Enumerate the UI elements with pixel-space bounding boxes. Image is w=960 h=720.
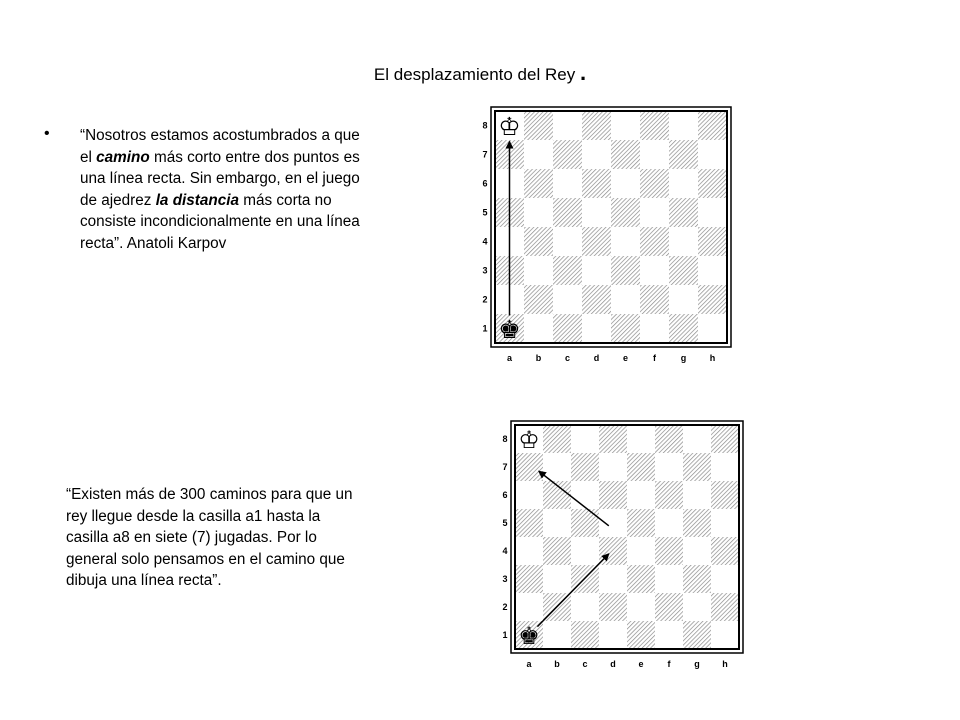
h3-square (711, 565, 739, 593)
slide-title-dot: . (579, 60, 587, 85)
b7-square (524, 140, 553, 169)
c8-square (571, 425, 599, 453)
rank-label-6: 6 (482, 178, 488, 189)
f7-square (640, 140, 669, 169)
e2-square (611, 285, 640, 314)
f3-square (640, 256, 669, 285)
chessboard-diagonal-path (495, 417, 759, 677)
chessboard-straight-path (475, 103, 745, 369)
file-label-e: e (638, 659, 644, 669)
g8-square (669, 111, 698, 140)
d2-square (582, 285, 611, 314)
e6-square (611, 169, 640, 198)
slide-title (0, 60, 960, 86)
d8-square (599, 425, 627, 453)
b6-square (524, 169, 553, 198)
f2-square (640, 285, 669, 314)
rank-label-3: 3 (482, 265, 488, 276)
f5-square (655, 509, 683, 537)
c5-square (553, 198, 582, 227)
rank-label-6: 6 (502, 490, 508, 500)
file-label-a: a (526, 659, 532, 669)
h8-square (698, 111, 727, 140)
file-label-d: d (593, 353, 600, 363)
f1-square (640, 314, 669, 343)
e1-square (611, 314, 640, 343)
f6-square (640, 169, 669, 198)
c6-square (571, 481, 599, 509)
white-king-icon: ♔ (518, 426, 540, 455)
f7-square (655, 453, 683, 481)
c2-square (553, 285, 582, 314)
h4-square (711, 537, 739, 565)
a7-square (515, 453, 543, 481)
e7-square (627, 453, 655, 481)
c8-square (553, 111, 582, 140)
g4-square (683, 537, 711, 565)
d7-square (599, 453, 627, 481)
e4-square (627, 537, 655, 565)
e5-square (611, 198, 640, 227)
h7-square (711, 453, 739, 481)
c4-square (553, 227, 582, 256)
file-label-e: e (622, 353, 629, 363)
a6-square (515, 481, 543, 509)
c1-square (553, 314, 582, 343)
f3-square (655, 565, 683, 593)
b8-square (524, 111, 553, 140)
h7-square (698, 140, 727, 169)
file-label-f: f (653, 353, 656, 363)
d6-square (582, 169, 611, 198)
d7-square (582, 140, 611, 169)
h8-square (711, 425, 739, 453)
c2-square (571, 593, 599, 621)
file-label-h: h (709, 353, 716, 363)
e3-square (611, 256, 640, 285)
karpov-quote-emphasis-camino: camino (96, 148, 150, 166)
black-king-icon: ♚ (518, 622, 540, 651)
c3-square (553, 256, 582, 285)
rank-label-8: 8 (482, 120, 488, 131)
d3-square (582, 256, 611, 285)
e1-square (627, 621, 655, 649)
file-label-g: g (680, 353, 687, 363)
f4-square (640, 227, 669, 256)
h2-square (698, 285, 727, 314)
d1-square (582, 314, 611, 343)
g7-square (669, 140, 698, 169)
b4-square (524, 227, 553, 256)
b1-square (543, 621, 571, 649)
rank-label-3: 3 (502, 574, 508, 584)
f5-square (640, 198, 669, 227)
rank-label-8: 8 (502, 434, 508, 444)
b5-square (524, 198, 553, 227)
e7-square (611, 140, 640, 169)
karpov-quote-part3: más corta no consiste incondicionalmente en una línea recta”. Anatoli Karpov (80, 191, 360, 252)
d5-square (582, 198, 611, 227)
c7-square (571, 453, 599, 481)
c1-square (571, 621, 599, 649)
d5-square (599, 509, 627, 537)
slide-title-text: El desplazamiento del Rey (373, 65, 576, 84)
file-label-g: g (694, 659, 700, 669)
c4-square (571, 537, 599, 565)
c5-square (571, 509, 599, 537)
karpov-quote (80, 125, 370, 254)
e8-square (627, 425, 655, 453)
h4-square (698, 227, 727, 256)
g7-square (683, 453, 711, 481)
e2-square (627, 593, 655, 621)
d3-square (599, 565, 627, 593)
b8-square (543, 425, 571, 453)
c7-square (553, 140, 582, 169)
a2-square (515, 593, 543, 621)
g3-square (683, 565, 711, 593)
f8-square (640, 111, 669, 140)
h6-square (698, 169, 727, 198)
rank-label-5: 5 (482, 207, 488, 218)
d6-square (599, 481, 627, 509)
h6-square (711, 481, 739, 509)
f6-square (655, 481, 683, 509)
b7-square (543, 453, 571, 481)
karpov-quote-emphasis-distancia: la distancia (155, 191, 240, 209)
g3-square (669, 256, 698, 285)
d8-square (582, 111, 611, 140)
file-label-c: c (582, 659, 588, 669)
rank-label-1: 1 (482, 323, 488, 334)
a4-square (515, 537, 543, 565)
rank-label-7: 7 (502, 462, 508, 472)
a3-square (515, 565, 543, 593)
file-label-a: a (506, 353, 513, 363)
b3-square (543, 565, 571, 593)
file-label-f: f (667, 659, 671, 669)
rank-label-7: 7 (482, 149, 488, 160)
black-king-icon: ♚ (498, 315, 521, 345)
g8-square (683, 425, 711, 453)
b4-square (543, 537, 571, 565)
white-king-icon: ♔ (498, 112, 521, 142)
f4-square (655, 537, 683, 565)
g2-square (683, 593, 711, 621)
rank-label-5: 5 (502, 518, 508, 528)
file-label-d: d (610, 659, 616, 669)
g6-square (669, 169, 698, 198)
d4-square (599, 537, 627, 565)
g1-square (683, 621, 711, 649)
b5-square (543, 509, 571, 537)
e4-square (611, 227, 640, 256)
e6-square (627, 481, 655, 509)
c6-square (553, 169, 582, 198)
rank-label-2: 2 (482, 294, 488, 305)
h2-square (711, 593, 739, 621)
h5-square (698, 198, 727, 227)
g2-square (669, 285, 698, 314)
e3-square (627, 565, 655, 593)
h3-square (698, 256, 727, 285)
g1-square (669, 314, 698, 343)
rank-label-4: 4 (502, 546, 508, 556)
paths-quote: “Existen más de 300 caminos para que un rey llegue desde la casilla a1 hasta la casilla a8 en siete (7) jugadas. Por lo general solo pensamos en el camino que dibuja una línea recta”. (66, 486, 353, 589)
d2-square (599, 593, 627, 621)
h1-square (711, 621, 739, 649)
d4-square (582, 227, 611, 256)
file-label-b: b (554, 659, 560, 669)
bullet-marker: • (44, 125, 50, 142)
b3-square (524, 256, 553, 285)
karpov-quote-part1: “Nosotros estamos acostumbrados a que el (80, 127, 360, 166)
b2-square (524, 285, 553, 314)
f8-square (655, 425, 683, 453)
e5-square (627, 509, 655, 537)
g4-square (669, 227, 698, 256)
f1-square (655, 621, 683, 649)
h5-square (711, 509, 739, 537)
rank-label-1: 1 (502, 630, 508, 640)
b1-square (524, 314, 553, 343)
f2-square (655, 593, 683, 621)
g5-square (669, 198, 698, 227)
h1-square (698, 314, 727, 343)
file-label-c: c (564, 353, 571, 363)
e8-square (611, 111, 640, 140)
rank-label-4: 4 (482, 236, 488, 247)
g6-square (683, 481, 711, 509)
file-label-b: b (535, 353, 542, 363)
a5-square (515, 509, 543, 537)
rank-label-2: 2 (502, 602, 508, 612)
file-label-h: h (722, 659, 728, 669)
karpov-quote-part2: más corto entre dos puntos es una línea recta. Sin embargo, en el juego de ajedrez (80, 148, 360, 209)
d1-square (599, 621, 627, 649)
g5-square (683, 509, 711, 537)
